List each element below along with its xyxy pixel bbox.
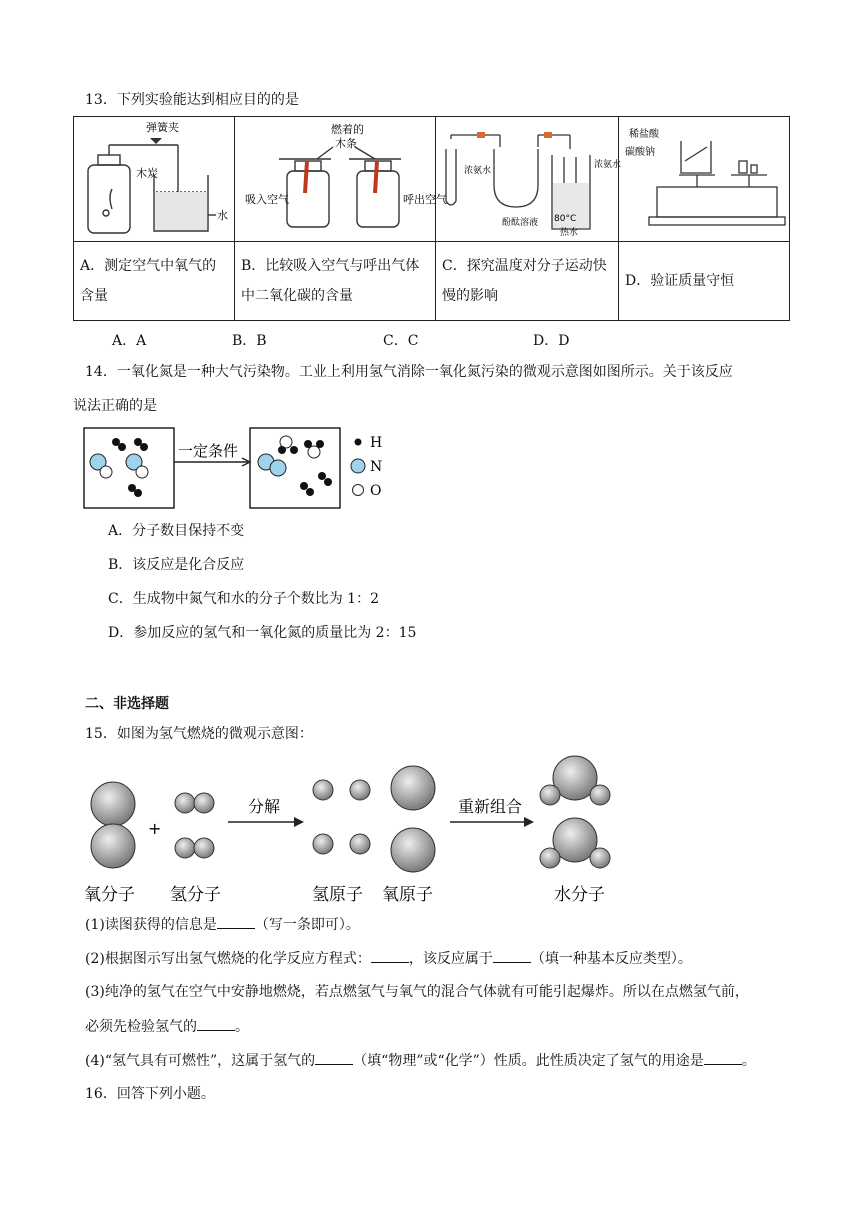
mass-conservation-balance-image (619, 117, 789, 241)
label-80c: 80°C (554, 214, 577, 224)
q13-choice-a[interactable]: A．A (112, 333, 147, 349)
label-oxygen-atom: 氧原子 (382, 885, 433, 905)
label-water-molecule: 水分子 (554, 885, 605, 905)
blank-2a[interactable] (371, 948, 409, 963)
condition-label: 一定条件 (178, 442, 239, 460)
label-ammonia-left: 浓氨水 (464, 166, 492, 176)
blank-4a[interactable] (315, 1050, 353, 1065)
q13-choice-d[interactable]: D．D (533, 333, 570, 349)
molecule-motion-image (436, 117, 622, 241)
q14-option-d[interactable]: D．参加反应的氢气和一氧化氮的质量比为 2：15 (108, 625, 417, 641)
q15-part2: (2)根据图示写出氢气燃烧的化学反应方程式： ，该反应属于 （填一种基本反应类型）。 (85, 948, 692, 969)
label-water: 水 (217, 209, 228, 222)
q13-image-c (436, 117, 622, 242)
blank-2b[interactable] (493, 948, 531, 963)
label-inhale: 吸入空气 (245, 193, 289, 206)
legend-n: N (370, 459, 383, 475)
q14-option-c[interactable]: C．生成物中氮气和水的分子个数比为 1：2 (108, 591, 379, 607)
label-ammonia-right: 浓氨水 (594, 160, 622, 170)
q13-image-b (235, 117, 447, 242)
q15-hydrogen-combustion-diagram (80, 760, 640, 910)
q15-stem: 15．如图为氢气燃烧的微观示意图： (85, 726, 313, 742)
label-hydrogen-atom: 氢原子 (312, 885, 363, 905)
oxygen-content-apparatus-image (74, 117, 234, 241)
q13-stem: 13．下列实验能达到相应目的的是 (85, 92, 299, 108)
section-heading: 二、非选择题 (85, 696, 169, 712)
step-recombine: 重新组合 (458, 797, 523, 816)
q14-stem-line1: 14．一氧化氮是一种大气污染物。工业上利用氢气消除一氧化氮污染的微观示意图如图所示。关于该反应 (85, 364, 733, 380)
blank-1[interactable] (217, 914, 255, 929)
label-exhale: 呼出空气 (403, 193, 447, 206)
q14-option-b[interactable]: B．该反应是化合反应 (108, 557, 245, 573)
q13-choice-b[interactable]: B．B (232, 333, 267, 349)
label-spring-clip: 弹簧夹 (146, 121, 179, 134)
q16-stem: 16．回答下列小题。 (85, 1086, 215, 1102)
q13-cell-a: A．测定空气中氧气的含量 (74, 242, 235, 321)
step-decompose: 分解 (248, 797, 281, 816)
q15-part3-line1: (3)纯净的氢气在空气中安静地燃烧，若点燃氢气与氧气的混合气体就有可能引起爆炸。所以在点燃氢气前， (85, 984, 749, 1000)
q14-option-a[interactable]: A．分子数目保持不变 (108, 523, 245, 539)
legend-h: H (370, 435, 383, 451)
label-oxygen-molecule: 氧分子 (84, 885, 135, 905)
blank-3[interactable] (197, 1016, 235, 1031)
q13-experiment-table (73, 116, 790, 321)
q13-image-a (74, 117, 235, 242)
label-burning-1: 燃着的 (331, 123, 364, 136)
q13-cell-b: B．比较吸入空气与呼出气体中二氧化碳的含量 (235, 242, 436, 321)
label-charcoal: 木炭 (136, 167, 158, 180)
legend-o: O (370, 483, 382, 499)
label-hydrogen-molecule: 氢分子 (170, 885, 221, 905)
q14-micro-diagram (82, 424, 392, 510)
q13-choice-c[interactable]: C．C (383, 333, 419, 349)
q13-image-d (619, 117, 790, 242)
label-phenolphthalein: 酚酞溶液 (502, 218, 539, 228)
q15-part4: (4)“氢气具有可燃性”，这属于氢气的 （填“物理”或“化学”）性质。此性质决定了氢气的用途是 。 (85, 1050, 756, 1071)
q14-stem-line2: 说法正确的是 (73, 398, 157, 414)
q15-part3-line2: 必须先检验氢气的 。 (85, 1016, 249, 1037)
q15-part1: (1)读图获得的信息是 （写一条即可）。 (85, 914, 360, 935)
label-dilute-hcl: 稀盐酸 (629, 129, 659, 140)
label-burning-2: 木条 (335, 137, 357, 150)
q13-cell-d: D．验证质量守恒 (619, 242, 790, 321)
label-sodium-carbonate: 碳酸钠 (625, 147, 655, 158)
label-hot-water: 热水 (560, 228, 579, 238)
q13-cell-c: C．探究温度对分子运动快慢的影响 (436, 242, 619, 321)
plus-sign: + (148, 819, 162, 838)
breath-comparison-image (235, 117, 447, 241)
blank-4b[interactable] (704, 1050, 742, 1065)
